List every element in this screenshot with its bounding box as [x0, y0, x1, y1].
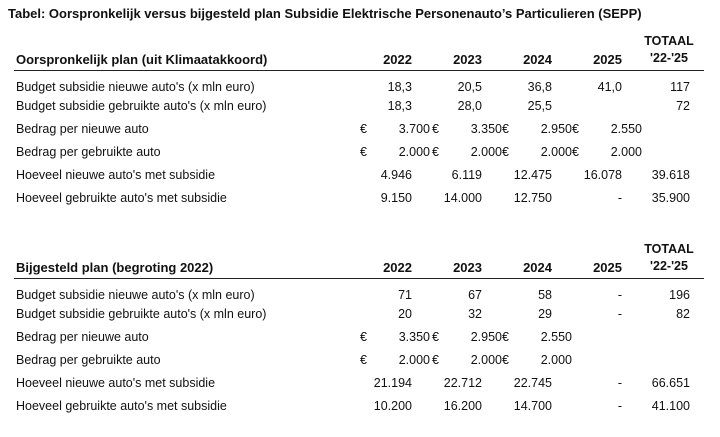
table-row	[14, 373, 704, 396]
year-header-2022: 2022	[383, 260, 412, 275]
value-cell: 22.745	[513, 376, 552, 390]
value-cell: 20,5	[457, 80, 482, 94]
currency-symbol: €	[502, 353, 509, 367]
table-row	[14, 396, 704, 419]
table-heading: Oorspronkelijk plan (uit Klimaatakkoord)	[16, 52, 268, 67]
currency-symbol: €	[432, 330, 439, 344]
header-divider	[14, 70, 704, 71]
currency-symbol: €	[502, 145, 509, 159]
value-cell: 36,8	[527, 80, 552, 94]
currency-symbol: €	[572, 122, 579, 136]
value-cell: 28,0	[457, 99, 482, 113]
value-cell: 4.946	[380, 168, 412, 182]
amount: 2.000	[610, 145, 642, 159]
row-label: Bedrag per nieuwe auto	[16, 330, 149, 344]
total-header-line2: '22-'25	[650, 51, 688, 65]
row-label: Bedrag per gebruikte auto	[16, 145, 161, 159]
value-cell: -	[617, 288, 622, 302]
value-cell: 18,3	[387, 80, 412, 94]
currency-symbol: €	[502, 330, 509, 344]
table-header	[14, 34, 704, 70]
year-header-2024: 2024	[523, 52, 552, 67]
total-cell: 117	[670, 80, 690, 94]
table-title: Tabel: Oorspronkelijk versus bijgesteld plan Subsidie Elektrische Personenauto’s Particulieren (SEPP)	[8, 6, 642, 21]
amount: 2.000	[540, 353, 572, 367]
amount: 2.000	[398, 145, 430, 159]
table-row	[14, 142, 704, 165]
total-header	[634, 33, 704, 67]
original-plan-table	[14, 34, 704, 211]
value-cell: 41,0	[597, 80, 622, 94]
table-header	[14, 242, 704, 278]
year-header-2025: 2025	[593, 52, 622, 67]
table-row	[14, 327, 704, 350]
currency-symbol: €	[360, 353, 367, 367]
currency-symbol: €	[432, 122, 439, 136]
total-cell: 66.651	[651, 376, 690, 390]
row-label: Bedrag per gebruikte auto	[16, 353, 161, 367]
total-header-line1: TOTAAL	[644, 34, 694, 48]
value-cell: 25,5	[527, 99, 552, 113]
value-cell: 32	[468, 307, 482, 321]
currency-symbol: €	[572, 145, 579, 159]
year-header-2022: 2022	[383, 52, 412, 67]
currency-symbol: €	[360, 330, 367, 344]
total-cell: 41.100	[651, 399, 690, 413]
table-row	[14, 350, 704, 373]
value-cell: 6.119	[451, 168, 482, 182]
table-row	[14, 119, 704, 142]
row-label: Budget subsidie gebruikte auto's (x mln euro)	[16, 307, 267, 321]
value-cell: -	[617, 307, 622, 321]
total-cell: 72	[676, 99, 690, 113]
value-cell: 10.200	[373, 399, 412, 413]
row-label: Hoeveel nieuwe auto's met subsidie	[16, 376, 216, 390]
table-row	[14, 77, 704, 96]
row-label: Budget subsidie nieuwe auto's (x mln euro)	[16, 288, 255, 302]
year-header-2023: 2023	[453, 52, 482, 67]
amount: 2.550	[540, 330, 572, 344]
amount: 2.950	[470, 330, 502, 344]
value-cell: -	[617, 376, 622, 390]
table-row	[14, 188, 704, 211]
amount: 2.000	[398, 353, 430, 367]
amount: 3.350	[398, 330, 430, 344]
value-cell: 22.712	[443, 376, 482, 390]
table-heading: Bijgesteld plan (begroting 2022)	[16, 260, 214, 275]
currency-symbol: €	[432, 145, 439, 159]
header-divider	[14, 278, 704, 279]
amount: 2.000	[470, 353, 502, 367]
total-cell: 39.618	[651, 168, 690, 182]
total-header-line2: '22-'25	[650, 259, 688, 273]
row-label: Hoeveel gebruikte auto's met subsidie	[16, 399, 227, 413]
value-cell: 18,3	[387, 99, 412, 113]
row-label: Budget subsidie gebruikte auto's (x mln euro)	[16, 99, 267, 113]
total-cell: 82	[676, 307, 690, 321]
value-cell: 12.475	[513, 168, 552, 182]
value-cell: 14.700	[513, 399, 552, 413]
table-row	[14, 165, 704, 188]
year-header-2025: 2025	[593, 260, 622, 275]
total-header-line1: TOTAAL	[644, 242, 694, 256]
row-label: Hoeveel gebruikte auto's met subsidie	[16, 191, 227, 205]
amount: 3.700	[398, 122, 430, 136]
amount: 2.000	[540, 145, 572, 159]
amount: 2.550	[610, 122, 642, 136]
value-cell: 20	[398, 307, 412, 321]
total-cell: 196	[669, 288, 690, 302]
value-cell: 12.750	[513, 191, 552, 205]
value-cell: 16.200	[443, 399, 482, 413]
value-cell: 67	[468, 288, 482, 302]
year-header-2023: 2023	[453, 260, 482, 275]
value-cell: 14.000	[443, 191, 482, 205]
total-header	[634, 241, 704, 275]
table-row	[14, 285, 704, 304]
amount: 2.950	[540, 122, 572, 136]
currency-symbol: €	[502, 122, 509, 136]
value-cell: -	[617, 191, 622, 205]
revised-plan-table	[14, 242, 704, 419]
table-row	[14, 304, 704, 327]
currency-symbol: €	[360, 122, 367, 136]
value-cell: -	[617, 399, 622, 413]
table-row	[14, 96, 704, 119]
value-cell: 9.150	[380, 191, 412, 205]
row-label: Hoeveel nieuwe auto's met subsidie	[16, 168, 216, 182]
row-label: Budget subsidie nieuwe auto's (x mln euro)	[16, 80, 255, 94]
total-cell: 35.900	[651, 191, 690, 205]
year-header-2024: 2024	[523, 260, 552, 275]
currency-symbol: €	[360, 145, 367, 159]
row-label: Bedrag per nieuwe auto	[16, 122, 149, 136]
value-cell: 71	[398, 288, 412, 302]
value-cell: 21.194	[373, 376, 412, 390]
value-cell: 16.078	[583, 168, 622, 182]
amount: 3.350	[470, 122, 502, 136]
value-cell: 29	[538, 307, 552, 321]
value-cell: 58	[538, 288, 552, 302]
currency-symbol: €	[432, 353, 439, 367]
amount: 2.000	[470, 145, 502, 159]
